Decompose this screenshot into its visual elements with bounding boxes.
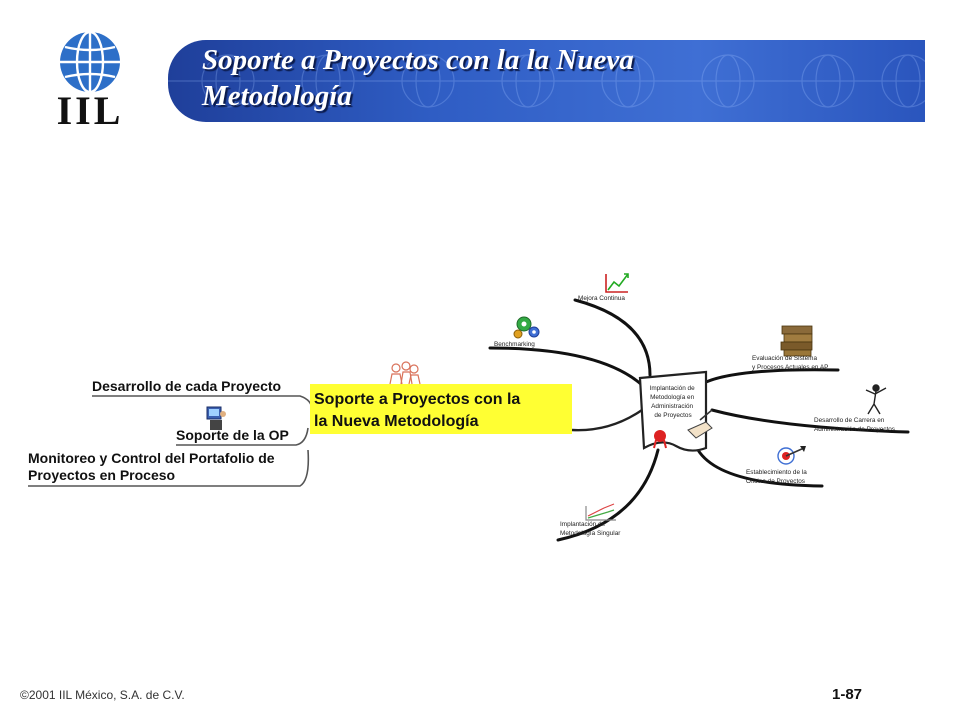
seal-icon [654,430,666,448]
person-icon [866,385,886,414]
hub-line-4: de Proyectos [654,412,692,419]
page-number: 1-87 [832,686,863,703]
gears-icon [514,317,539,338]
slide-title-line-2: Metodología [202,80,352,112]
branch-label-monitoreo-line-2: Proyectos en Proceso [28,467,176,483]
branch-label-evaluacion-line-2: y Procesos Actuales en AP [752,364,829,371]
branch-label-oficina-line-1: Establecimiento de la [746,469,807,476]
globe-icon [60,32,120,92]
branch-line-mejora [575,300,650,375]
branch-label-soporte-op: Soporte de la OP [176,427,289,443]
hub-line-2: Metodología en [650,394,695,401]
branch-label-carrera-line-1: Desarrollo de Carrera en [814,417,885,424]
branch-label-oficina-line-2: Oficina de Proyectos [746,478,805,485]
central-topic-line-2: la Nueva Metodología [314,413,479,430]
branch-label-singular-line-1: Implantación de [560,521,606,528]
copyright-text: ©2001 IIL México, S.A. de C.V. [20,688,185,702]
chart-icon [606,274,628,292]
branch-label-carrera [814,417,895,433]
branch-label-mejora: Mejora Continua [578,295,625,302]
iil-logo [28,28,153,128]
branch-label-evaluacion [752,355,828,371]
branch-label-carrera-line-2: Administración de Proyectos [814,426,895,433]
branch-label-singular-line-2: Metodología Singular [560,530,621,537]
central-connector [572,410,642,430]
slide-title-line-1: Soporte a Proyectos con la la Nueva [202,44,634,76]
branch-label-monitoreo [28,450,278,483]
branch-label-desarrollo: Desarrollo de cada Proyecto [92,378,282,394]
branch-label-oficina [746,469,809,485]
logo-text: IIL [56,88,124,128]
slide-title [202,42,902,114]
central-topic-line-1: Soporte a Proyectos con la [314,391,521,408]
hub-line-3: Administración [651,403,694,410]
target-icon [778,446,806,464]
team-icon [390,362,420,384]
branch-label-evaluacion-line-1: Evaluación de Sistema [752,355,818,362]
mind-map [0,260,960,560]
hub-line-1: Implantación de [649,385,695,392]
branch-label-benchmarking: Benchmarking [494,341,535,348]
books-icon [781,326,812,356]
branch-line-desarrollo [92,396,312,410]
branch-label-monitoreo-line-1: Monitoreo y Control del Portafolio de [28,450,275,466]
branch-line-benchmarking [490,348,642,385]
branch-line-evaluacion [706,370,838,382]
